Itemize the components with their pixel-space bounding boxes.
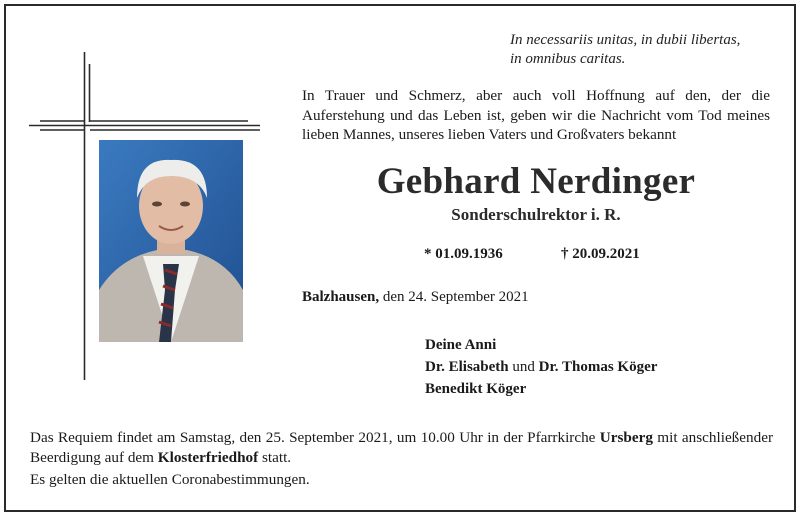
deceased-name: Gebhard Nerdinger (376, 161, 696, 202)
mourner-1 (425, 334, 657, 356)
place-town: Balzhausen, (302, 289, 380, 305)
motto-line-1: In necessariis unitas, in dubii libertas, (510, 32, 741, 48)
notice-text-2: mit anschließender Beerdigung auf dem (30, 429, 773, 466)
deceased-title: Sonderschulrektor i. R. (451, 205, 621, 224)
corona-note: Es gelten die aktuellen Coronabestimmungen. (30, 471, 310, 488)
mourner-2-conjunction: und (508, 359, 539, 375)
mourner-2a-name: Dr. Elisabeth (425, 359, 509, 375)
place-date (302, 289, 529, 306)
motto-quote (510, 31, 780, 69)
birth-date: * 01.09.1936 (424, 246, 503, 262)
place-date-text: den 24. September 2021 (379, 289, 529, 305)
mourner-1-name: Deine Anni (425, 337, 497, 353)
notice-church: Ursberg (599, 429, 653, 446)
mourner-3-name: Benedikt Köger (425, 381, 527, 397)
notice-text-1: Das Requiem findet am Samstag, den 25. September 2021, um 10.00 Uhr in der Pfarrkirche (30, 429, 600, 446)
funeral-notice (30, 428, 773, 467)
mourner-3 (425, 378, 657, 400)
notice-text-3: statt. (258, 448, 292, 466)
notice-cemetery: Klosterfriedhof (157, 448, 259, 466)
mourners-list (425, 334, 657, 400)
mourner-2c-name: Dr. Thomas Köger (538, 359, 658, 375)
death-date: † 20.09.2021 (561, 246, 640, 262)
motto-line-2: in omnibus caritas. (510, 51, 626, 67)
portrait-photo (99, 140, 243, 342)
mourner-2 (425, 356, 657, 378)
announcement-text: In Trauer und Schmerz, aber auch voll Hoffnung auf den, der die Auferstehung und das Leben ist, geben wir die Nachricht vom Tod meines lieben Mannes, unseres lieben Vaters und Großvaters bekannt (302, 87, 770, 143)
